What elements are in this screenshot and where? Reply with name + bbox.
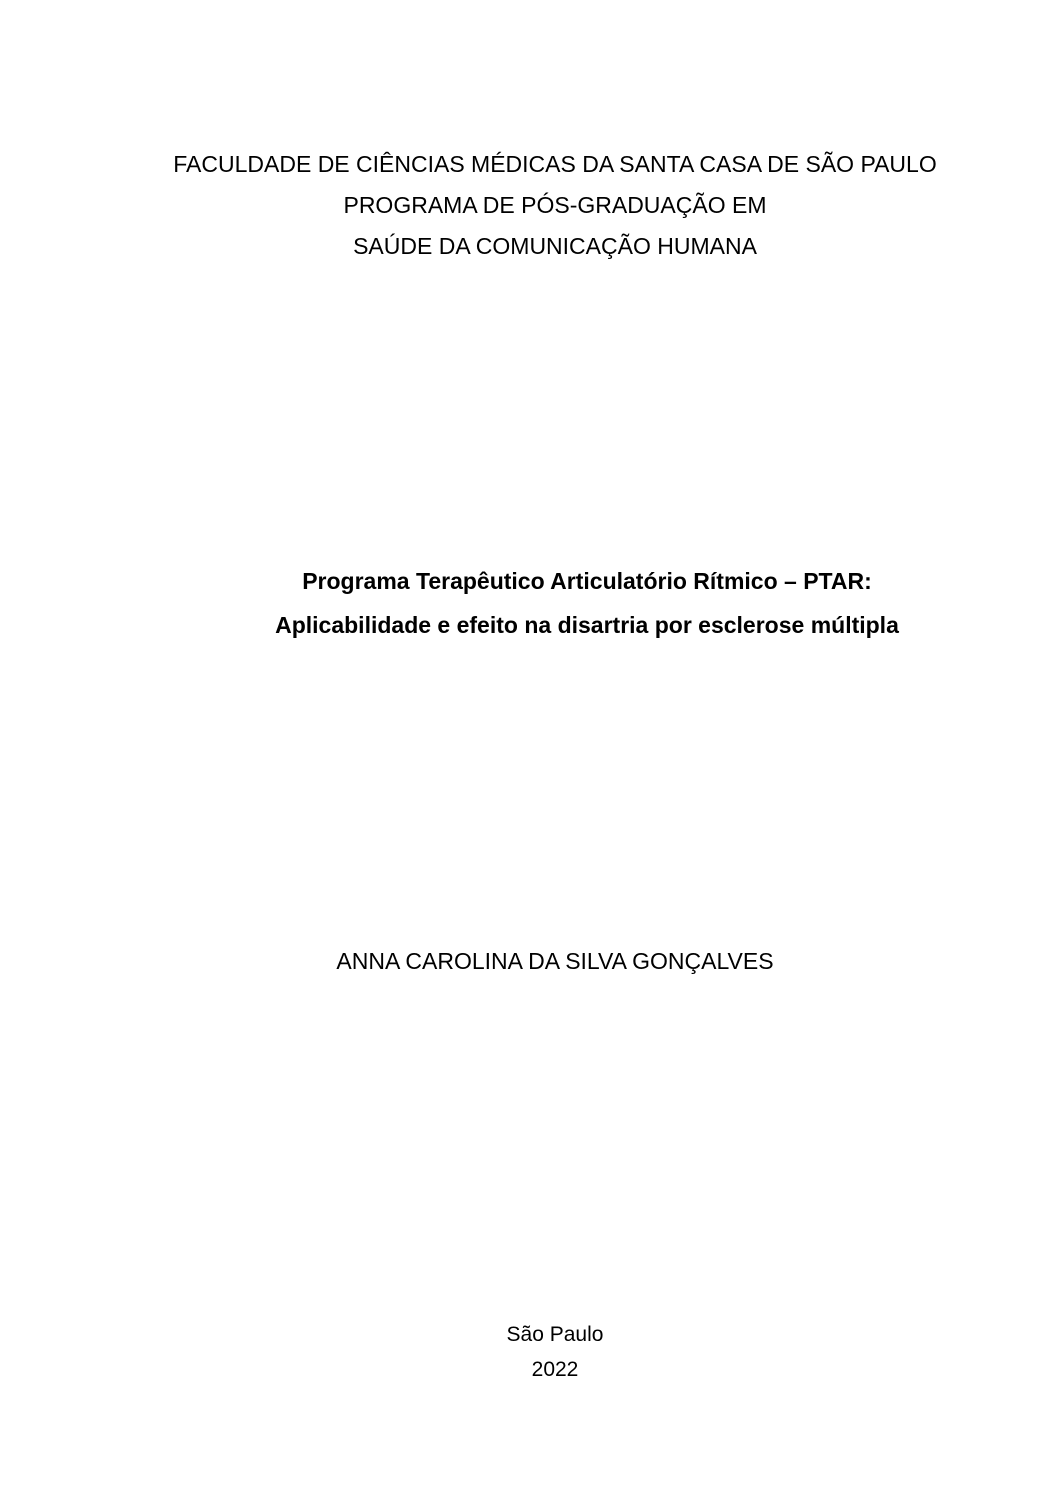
institution-name: FACULDADE DE CIÊNCIAS MÉDICAS DA SANTA CASA DE SÃO PAULO	[173, 151, 937, 177]
program-name-line2: SAÚDE DA COMUNICAÇÃO HUMANA	[353, 233, 757, 259]
year: 2022	[531, 1358, 579, 1381]
author-name: ANNA CAROLINA DA SILVA GONÇALVES	[336, 948, 774, 974]
program-name-line1: PROGRAMA DE PÓS-GRADUAÇÃO EM	[343, 192, 767, 218]
title-line2: Aplicabilidade e efeito na disartria por esclerose múltipla	[275, 612, 899, 638]
title-line1: Programa Terapêutico Articulatório Rítmico – PTAR:	[302, 568, 872, 594]
city: São Paulo	[506, 1323, 604, 1346]
